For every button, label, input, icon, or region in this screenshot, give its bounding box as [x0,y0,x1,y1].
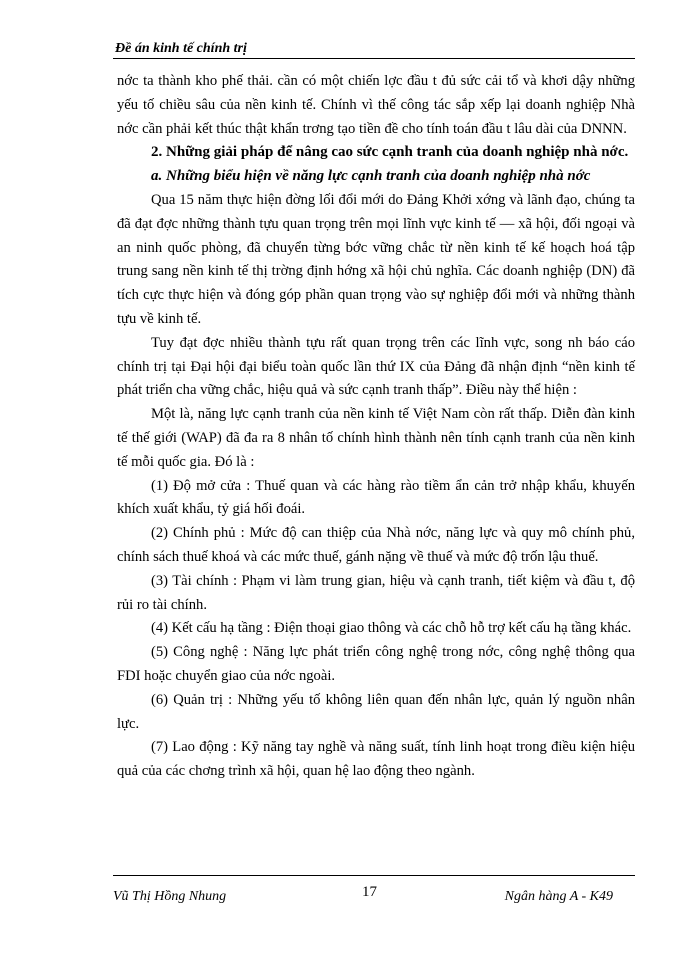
list-item: (2) Chính phủ : Mức độ can thiệp của Nhà nớc, năng lực và quy mô chính phủ, chính sách thuế khoá và các mức thuế, gánh nặng về thuế và mức độ trốn lậu thuế. [117,525,635,565]
footer-rule [113,875,635,876]
list-item: (3) Tài chính : Phạm vi làm trung gian, hiệu và cạnh tranh, tiết kiệm và đầu t, độ rủi ro tài chính. [117,572,635,613]
document-body [117,70,635,784]
page-header [113,37,635,59]
list-item: (1) Độ mở cửa : Thuế quan và các hàng rào tiềm ẩn cản trở nhập khẩu, khuyến khích xuất khẩu, tỷ giá hối đoái. [117,477,635,518]
page-number: 17 [362,884,377,900]
paragraph-continuation: nớc ta thành kho phế thải. cần có một chiến lợc đầu t đủ sức cải tổ và khơi dậy những yếu tố chiều sâu của nền kinh tế. Chính vì thế công tác sắp xếp lại doanh nghiệp Nhà nớc cần phải kết thúc thật khẩn trơng tạo tiền đề cho tính toán đầu t lâu dài của DNNN. [117,73,635,137]
footer-author: Vũ Thị Hồng Nhung [113,889,227,904]
footer-class: Ngân hàng A - K49 [504,889,613,904]
paragraph: Tuy đạt đợc nhiều thành tựu rất quan trọng trên các lĩnh vực, song nh báo cáo chính trị tại Đại hội đại biểu toàn quốc lần thứ IX của Đảng đã nhận định “nền kinh tế phát triển cha vững chắc, hiệu quả và sức cạnh tranh thấp”. Điều này thể hiện : [117,334,635,399]
list-item: (7) Lao động : Kỹ năng tay nghề và năng suất, tính linh hoạt trong điều kiện hiệu quả của các chơng trình xã hội, quan hệ lao động theo ngành. [117,739,635,780]
section-heading: 2. Những giải pháp để nâng cao sức cạnh tranh của doanh nghiệp nhà nớc. [151,144,629,161]
header-rule [113,58,635,59]
paragraph: Một là, năng lực cạnh tranh của nền kinh tế Việt Nam còn rất thấp. Diễn đàn kinh tế thế giới (WAP) đã đa ra 8 nhân tố chính hình thành nên tính cạnh tranh của nền kinh tế mỗi quốc gia. Đó là : [117,406,635,470]
list-item: (5) Công nghệ : Năng lực phát triển công nghệ trong nớc, công nghệ thông qua FDI hoặc chuyển giao của nớc ngoài. [117,644,635,684]
paragraph: Qua 15 năm thực hiện đờng lối đổi mới do Đảng Khởi xớng và lãnh đạo, chúng ta đã đạt đợc những thành tựu quan trọng trên mọi lĩnh vực kinh tế — xã hội, đối ngoại và an ninh quốc phòng, đã chuyển từng bớc vững chắc từ nền kinh tế kế hoạch hoá tập trung sang nền kinh tế thị trờng định hớng xã hội chủ nghĩa. Các doanh nghiệp (DN) đã tích cực thực hiện và đóng góp phần quan trọng vào sự nghiệp đổi mới và những thành tựu về kinh tế. [117,191,635,327]
subsection-heading: a. Những biểu hiện về năng lực cạnh tranh của doanh nghiệp nhà nớc [151,168,591,185]
list-item: (6) Quản trị : Những yếu tố không liên quan đến nhân lực, quản lý nguồn nhân lực. [117,691,635,732]
page-footer [113,875,635,905]
list-item: (4) Kết cấu hạ tầng : Điện thoại giao thông và các chỗ hỗ trợ kết cấu hạ tầng khác. [151,620,632,637]
header-title: Đề án kinh tế chính trị [115,41,247,56]
